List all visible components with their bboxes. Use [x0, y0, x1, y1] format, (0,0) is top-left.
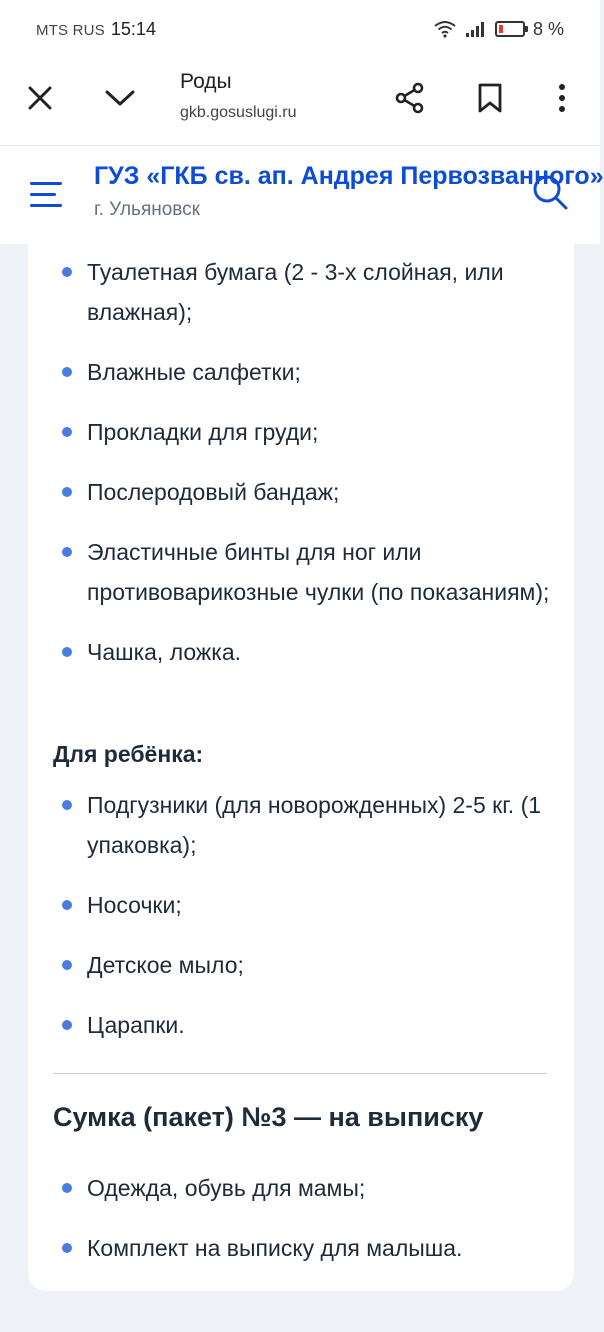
wifi-icon — [433, 20, 457, 38]
status-right — [433, 19, 564, 40]
org-city: г. Ульяновск — [94, 199, 200, 220]
close-button[interactable] — [16, 74, 64, 122]
battery-percent: 8 % — [532, 18, 564, 39]
list-item: Комплект на выписку для малыша. — [28, 1228, 574, 1268]
collapse-button[interactable] — [96, 74, 144, 122]
status-bar — [0, 0, 600, 58]
list-item: Носочки; — [28, 885, 574, 925]
more-vertical-icon — [557, 83, 567, 113]
browser-toolbar — [0, 58, 600, 146]
browser-url: gkb.gosuslugi.ru — [180, 104, 297, 121]
status-left — [36, 19, 156, 40]
list-item: Эластичные бинты для ног или противоварикозные чулки (по показаниям); — [28, 532, 574, 612]
hamburger-menu-icon[interactable] — [26, 174, 70, 214]
list-item: Влажные салфетки; — [28, 352, 574, 392]
section-divider — [53, 1073, 547, 1074]
search-button[interactable] — [530, 172, 578, 220]
list-item: Детское мыло; — [28, 945, 574, 985]
chevron-down-icon — [104, 88, 136, 108]
carrier-name: MTS RUS — [36, 21, 105, 39]
status-time: 15:14 — [110, 18, 156, 39]
list-item: Чашка, ложка. — [28, 632, 574, 672]
share-button[interactable] — [386, 74, 434, 122]
browser-title-area — [180, 70, 297, 122]
baby-items-list — [28, 785, 574, 1065]
mother-items-list — [28, 252, 574, 692]
org-block — [94, 162, 604, 221]
list-item: Послеродовый бандаж; — [28, 472, 574, 512]
share-icon — [394, 82, 426, 114]
close-icon — [26, 84, 54, 112]
more-options-button[interactable] — [538, 74, 586, 122]
battery-icon — [495, 21, 525, 37]
list-item: Прокладки для груди; — [28, 412, 574, 452]
baby-heading: Для ребёнка: — [53, 741, 204, 767]
browser-page-title: Роды — [180, 70, 232, 93]
content-card — [28, 244, 574, 1291]
discharge-items-list — [28, 1168, 574, 1288]
bookmark-button[interactable] — [466, 74, 514, 122]
list-item: Царапки. — [28, 1005, 574, 1045]
search-icon — [530, 172, 570, 212]
list-item: Подгузники (для новорожденных) 2-5 кг. (1 упаковка); — [28, 785, 574, 865]
list-item: Туалетная бумага (2 - 3-х слойная, или влажная); — [28, 252, 574, 332]
signal-icon — [465, 20, 487, 38]
section-title: Сумка (пакет) №3 — на выписку — [53, 1102, 484, 1132]
org-name[interactable]: ГУЗ «ГКБ св. ап. Андрея Первозванного» — [94, 162, 604, 190]
site-header — [0, 146, 604, 244]
bookmark-icon — [477, 82, 503, 114]
list-item: Одежда, обувь для мамы; — [28, 1168, 574, 1208]
